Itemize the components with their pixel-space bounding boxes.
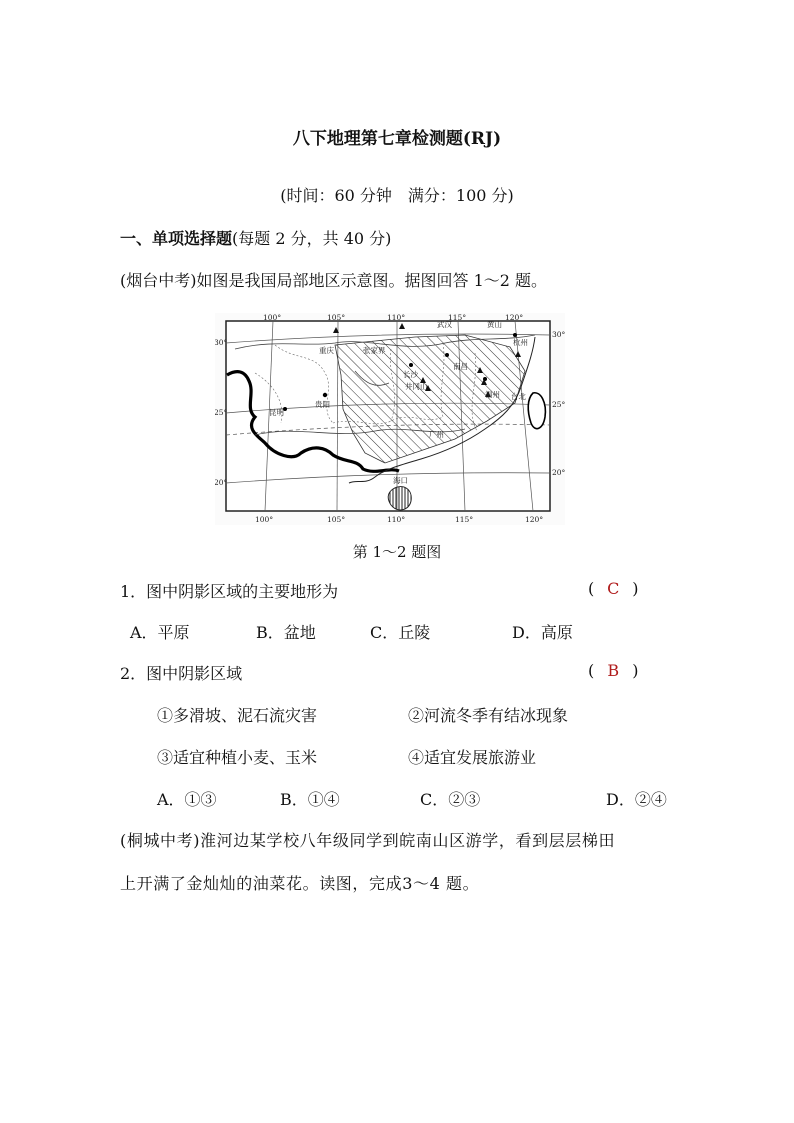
lon-label: 120°	[525, 515, 544, 524]
q2-option-c: C．②③	[420, 790, 481, 809]
place-label: 张家界	[363, 346, 386, 355]
place-label: 武汉	[437, 320, 452, 329]
bracket-open: (	[588, 579, 595, 598]
lon-label: 100°	[263, 313, 282, 322]
lat-label: 30°	[552, 330, 565, 339]
lon-label: 105°	[327, 515, 346, 524]
q2-option-a: A．①③	[157, 790, 217, 809]
q2-option-d: D．②④	[606, 790, 667, 809]
question-intro: (烟台中考)如图是我国局部地区示意图。据图回答 1～2 题。	[120, 271, 548, 290]
lon-label: 105°	[327, 313, 346, 322]
place-label: 昆明	[269, 408, 284, 417]
q1-stem: 1．图中阴影区域的主要地形为	[120, 582, 339, 601]
intro2-line1: (桐城中考)淮河边某学校八年级同学到皖南山区游学，看到层层梯田	[120, 831, 616, 850]
document-title: 八下地理第七章检测题(RJ)	[292, 129, 502, 149]
section-note: (每题 2 分，共 40 分)	[232, 229, 392, 248]
map-figure	[215, 313, 565, 525]
q2-item-4: ④适宜发展旅游业	[408, 748, 537, 767]
place-label: 广州	[429, 430, 444, 439]
q2-stem: 2．图中阴影区域	[120, 664, 243, 683]
q1-option-b: B．盆地	[256, 623, 316, 642]
q2-item-2: ②河流冬季有结冰现象	[408, 706, 569, 725]
q2-item-3: ③适宜种植小麦、玉米	[157, 748, 318, 767]
lon-label: 120°	[505, 313, 524, 322]
place-label: 长沙	[403, 370, 418, 379]
q1-option-a: A．平原	[130, 623, 190, 642]
place-label: 台北	[511, 392, 526, 401]
lon-label: 100°	[255, 515, 274, 524]
section-heading	[120, 226, 391, 249]
lat-label: 25°	[552, 400, 565, 409]
q2-answer: B	[607, 661, 620, 680]
figure-caption: 第 1～2 题图	[352, 543, 442, 561]
place-label: 井冈山	[405, 382, 428, 391]
place-label: 福州	[485, 390, 500, 399]
section-title: 一、单项选择题	[120, 229, 233, 248]
q2-item-1: ①多滑坡、泥石流灾害	[157, 706, 318, 725]
q2-answer-bracket	[588, 661, 639, 680]
lat-label: 25°	[215, 408, 228, 417]
place-label: 黄山	[487, 320, 502, 329]
q1-answer-bracket	[588, 579, 639, 598]
q2-option-b: B．①④	[280, 790, 340, 809]
place-label: 杭州	[513, 338, 528, 347]
bracket-close: )	[632, 661, 639, 680]
lat-label: 20°	[552, 468, 565, 477]
place-label: 贵阳	[315, 400, 330, 409]
place-label: 南昌	[453, 362, 468, 371]
taiwan-island	[528, 393, 545, 429]
lat-label: 20°	[215, 478, 228, 487]
q1-answer: C	[607, 579, 620, 598]
map-svg	[215, 313, 565, 525]
lat-label: 30°	[215, 338, 228, 347]
q1-option-c: C．丘陵	[370, 623, 431, 642]
place-label: 重庆	[319, 346, 334, 355]
lon-label: 115°	[448, 313, 467, 322]
q1-option-d: D．高原	[512, 623, 573, 642]
bracket-open: (	[588, 661, 595, 680]
exam-time-score: (时间：60 分钟 满分：100 分)	[280, 186, 514, 205]
bracket-close: )	[632, 579, 639, 598]
hainan-island	[388, 487, 411, 510]
intro2-line2: 上开满了金灿灿的油菜花。读图，完成3～4 题。	[120, 874, 480, 893]
place-label: 海口	[393, 476, 408, 485]
lon-label: 110°	[387, 313, 406, 322]
lon-label: 115°	[455, 515, 474, 524]
lon-label: 110°	[387, 515, 406, 524]
